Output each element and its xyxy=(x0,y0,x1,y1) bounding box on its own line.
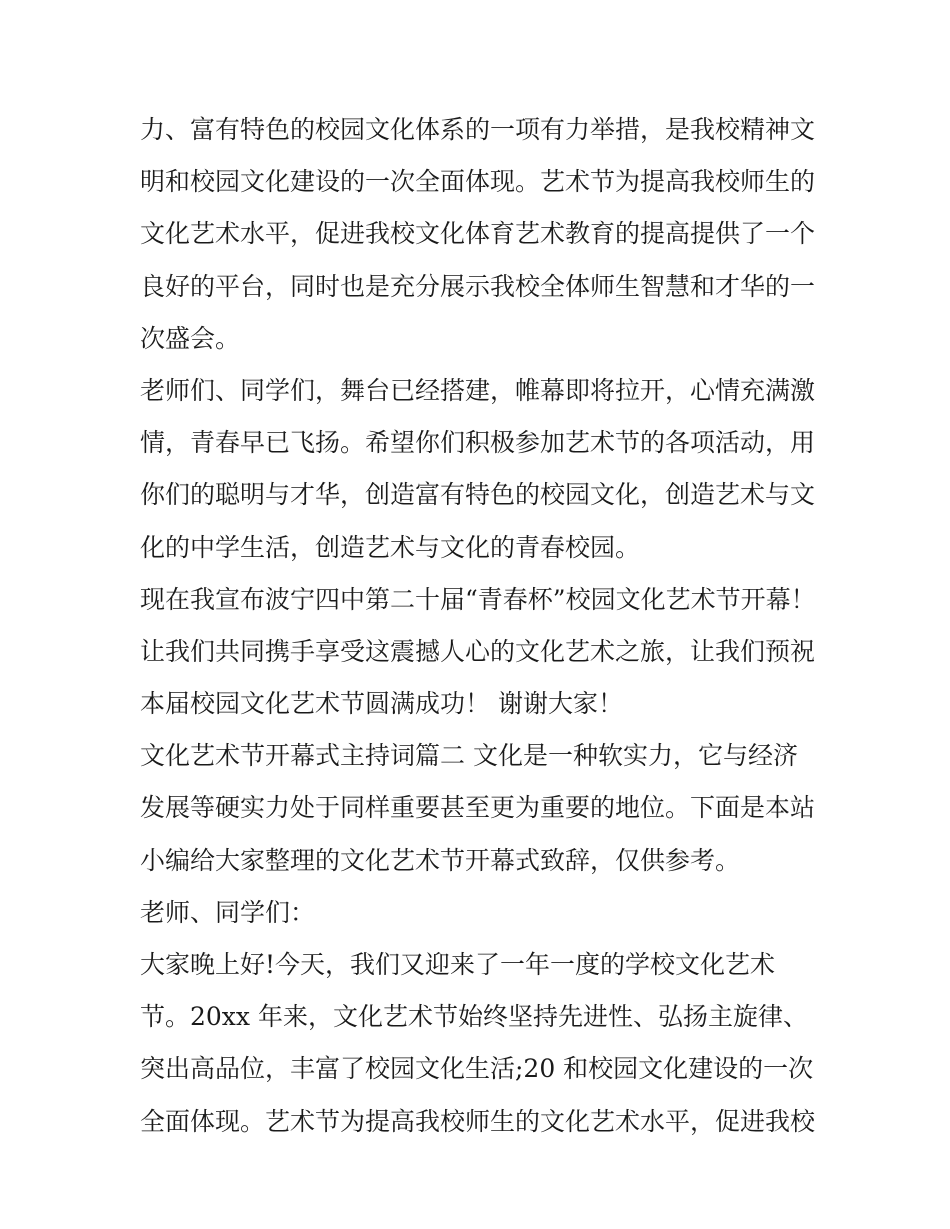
text-line: 文化艺术节开幕式主持词篇二 文化是一种软实力，它与经济 xyxy=(140,741,798,771)
text-line: 老师们、同学们，舞台已经搭建，帷幕即将拉开，心情充满激 xyxy=(140,375,816,405)
text-line: 现在我宣布波宁四中第二十届“青春杯”校园文化艺术节开幕！ xyxy=(140,584,816,614)
text-line: 发展等硬实力处于同样重要甚至更为重要的地位。下面是本站 xyxy=(140,793,816,823)
text-line: 明和校园文化建设的一次全面体现。艺术节为提高我校师生的 xyxy=(140,167,816,197)
text-line: 小编给大家整理的文化艺术节开幕式致辞，仅供参考。 xyxy=(140,845,741,875)
text-line: 本届校园文化艺术节圆满成功！ 谢谢大家！ xyxy=(140,689,623,719)
text-line: 情，青春早已飞扬。希望你们积极参加艺术节的各项活动，用 xyxy=(140,428,816,458)
text-line: 力、富有特色的校园文化体系的一项有力举措，是我校精神文 xyxy=(140,115,816,144)
text-line: 文化艺术水平，促进我校文化体育艺术教育的提高提供了一个 xyxy=(140,219,816,249)
text-line: 节。20xx 年来，文化艺术节始终坚持先进性、弘扬主旋律、 xyxy=(140,1002,808,1032)
text-line: 化的中学生活，创造艺术与文化的青春校园。 xyxy=(140,532,641,562)
text-line: 全面体现。艺术节为提高我校师生的文化艺术水平，促进我校 xyxy=(140,1106,816,1136)
document-body xyxy=(140,104,820,1148)
text-line: 老师、同学们： xyxy=(140,897,316,927)
text-line: 次盛会。 xyxy=(140,323,241,353)
text-line: 突出高品位，丰富了校园文化生活;20 和校园文化建设的一次 xyxy=(140,1054,814,1084)
text-line: 良好的平台，同时也是充分展示我校全体师生智慧和才华的一 xyxy=(140,271,816,301)
text-line: 大家晚上好!今天，我们又迎来了一年一度的学校文化艺术 xyxy=(140,950,776,979)
text-line: 你们的聪明与才华，创造富有特色的校园文化，创造艺术与文 xyxy=(140,480,816,510)
text-line: 让我们共同携手享受这震撼人心的文化艺术之旅，让我们预祝 xyxy=(140,636,816,666)
